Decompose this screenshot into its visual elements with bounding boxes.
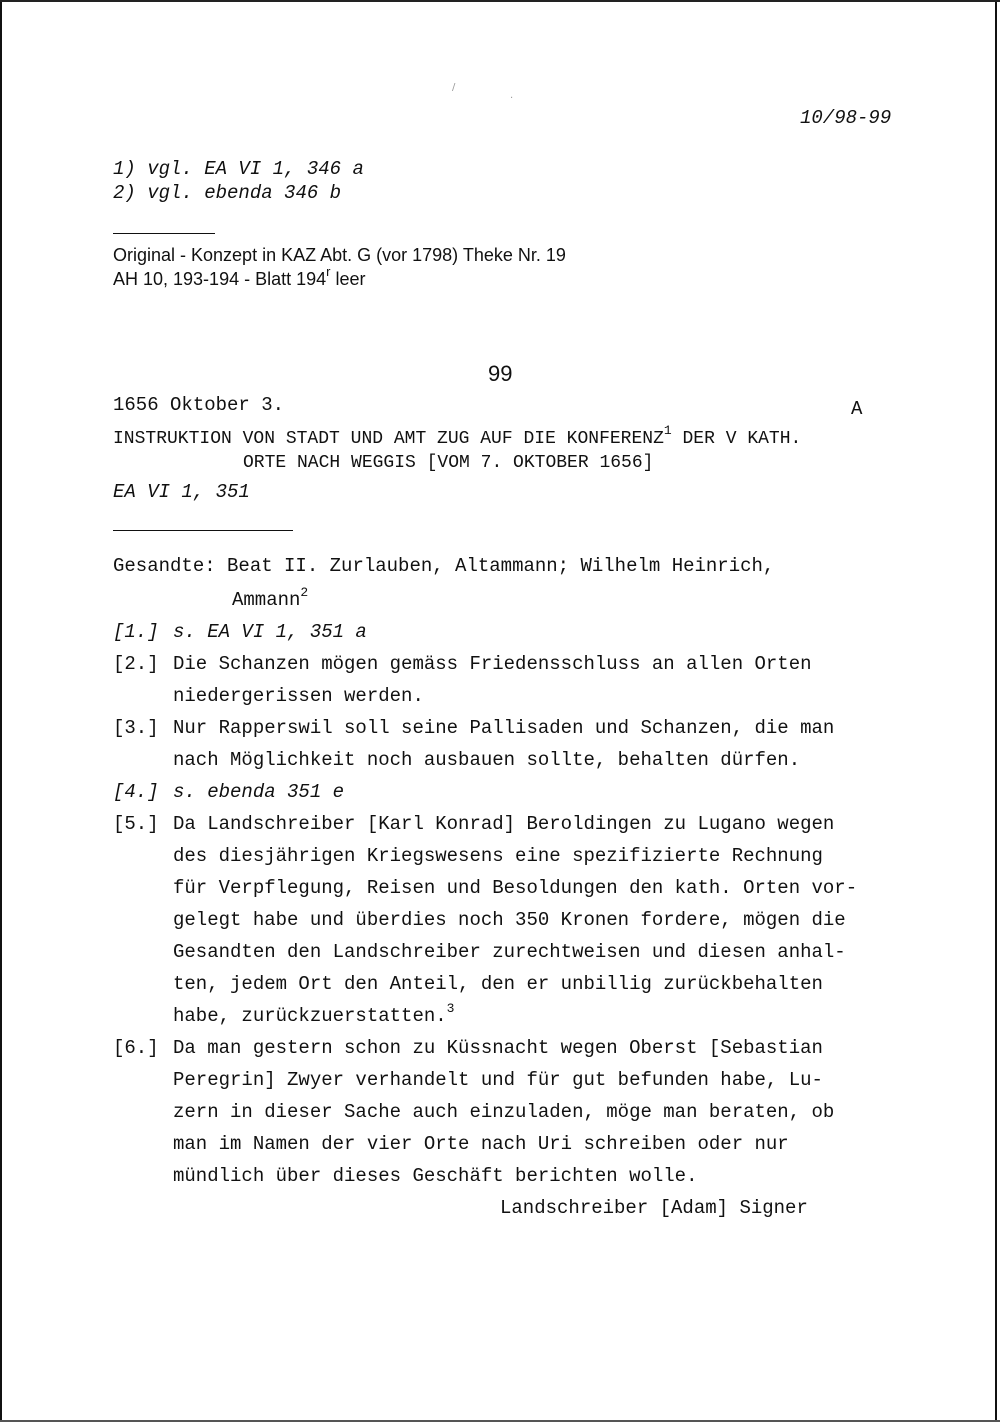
- item-line: ten, jedem Ort den Anteil, den er unbillig zurückbehalten: [173, 973, 823, 995]
- scan-border-right: [995, 0, 997, 1422]
- item-line: Da Landschreiber [Karl Konrad] Beroldingen zu Lugano wegen: [173, 813, 835, 835]
- title-line-1-text: INSTRUKTION VON STADT UND AMT ZUG AUF DIE KONFERENZ: [113, 429, 664, 449]
- title-line-2: ORTE NACH WEGGIS [VOM 7. OKTOBER 1656]: [243, 453, 654, 473]
- source-sup: r: [326, 264, 331, 279]
- item-line: gelegt habe und überdies noch 350 Kronen fordere, mögen die: [173, 909, 846, 931]
- source-line-1: Original - Konzept in KAZ Abt. G (vor 1798) Theke Nr. 19: [113, 245, 566, 265]
- item-line: niedergerissen werden.: [173, 685, 424, 707]
- item-number: [4.]: [113, 781, 159, 803]
- title-line-1: [113, 423, 802, 451]
- item-line: nach Möglichkeit noch ausbauen sollte, behalten dürfen.: [173, 749, 801, 771]
- ea-reference: EA VI 1, 351: [113, 481, 250, 503]
- footnote-number: 2): [113, 182, 136, 204]
- footnote-2: [113, 181, 341, 205]
- item-line-text: habe, zurückzuerstatten.: [173, 1005, 447, 1027]
- item-number: [1.]: [113, 621, 159, 643]
- item-line: Nur Rapperswil soll seine Pallisaden und Schanzen, die man: [173, 717, 835, 739]
- scan-border-left: [0, 0, 2, 1422]
- item-number: [3.]: [113, 717, 159, 739]
- page-reference: 10/98-99: [800, 107, 892, 129]
- title-sup: 1: [663, 423, 672, 438]
- envoys-line-2-text: Ammann: [232, 589, 301, 611]
- item-sup: 3: [446, 1000, 455, 1016]
- title-line-1-end: DER V KATH.: [671, 429, 802, 449]
- item-line: zern in dieser Sache auch einzuladen, möge man beraten, ob: [173, 1101, 835, 1123]
- item-line: s. EA VI 1, 351 a: [173, 621, 367, 643]
- footnote-separator: [113, 233, 215, 234]
- document-date: 1656 Oktober 3.: [113, 394, 285, 416]
- scan-speck: /: [452, 82, 456, 93]
- item-line: mündlich über dieses Geschäft berichten wolle.: [173, 1165, 698, 1187]
- item-number: [2.]: [113, 653, 159, 675]
- footnote-1: [113, 157, 364, 181]
- item-line: Da man gestern schon zu Küssnacht wegen Oberst [Sebastian: [173, 1037, 823, 1059]
- footnote-text: vgl. ebenda 346 b: [147, 182, 342, 204]
- item-line: Die Schanzen mögen gemäss Friedensschluss an allen Orten: [173, 653, 812, 675]
- source-line-2-text: AH 10, 193-194 - Blatt 194: [113, 269, 327, 289]
- envoys-line-1: Gesandte: Beat II. Zurlauben, Altammann; Wilhelm Heinrich,: [113, 555, 775, 577]
- section-separator: [113, 530, 293, 531]
- footnote-number: 1): [113, 158, 136, 180]
- source-line-2-end: leer: [330, 269, 366, 289]
- footnote-text: vgl. EA VI 1, 346 a: [147, 158, 364, 180]
- document-type-marker: A: [851, 398, 863, 420]
- item-number: [6.]: [113, 1037, 159, 1059]
- item-line: man im Namen der vier Orte nach Uri schreiben oder nur: [173, 1133, 789, 1155]
- source-line-2: [113, 264, 366, 291]
- envoys-line-2: [232, 584, 309, 612]
- item-line: [173, 1000, 455, 1028]
- scan-speck: .: [510, 90, 514, 101]
- item-line: s. ebenda 351 e: [173, 781, 345, 803]
- item-line: für Verpflegung, Reisen und Besoldungen den kath. Orten vor-: [173, 877, 858, 899]
- envoys-sup: 2: [300, 584, 309, 600]
- signature: Landschreiber [Adam] Signer: [500, 1197, 808, 1219]
- item-line: des diesjährigen Kriegswesens eine spezifizierte Rechnung: [173, 845, 823, 867]
- document-number: 99: [488, 361, 513, 386]
- scan-border-top: [0, 0, 1000, 2]
- item-line: Peregrin] Zwyer verhandelt und für gut befunden habe, Lu-: [173, 1069, 823, 1091]
- item-number: [5.]: [113, 813, 159, 835]
- item-line: Gesandten den Landschreiber zurechtweisen und diesen anhal-: [173, 941, 846, 963]
